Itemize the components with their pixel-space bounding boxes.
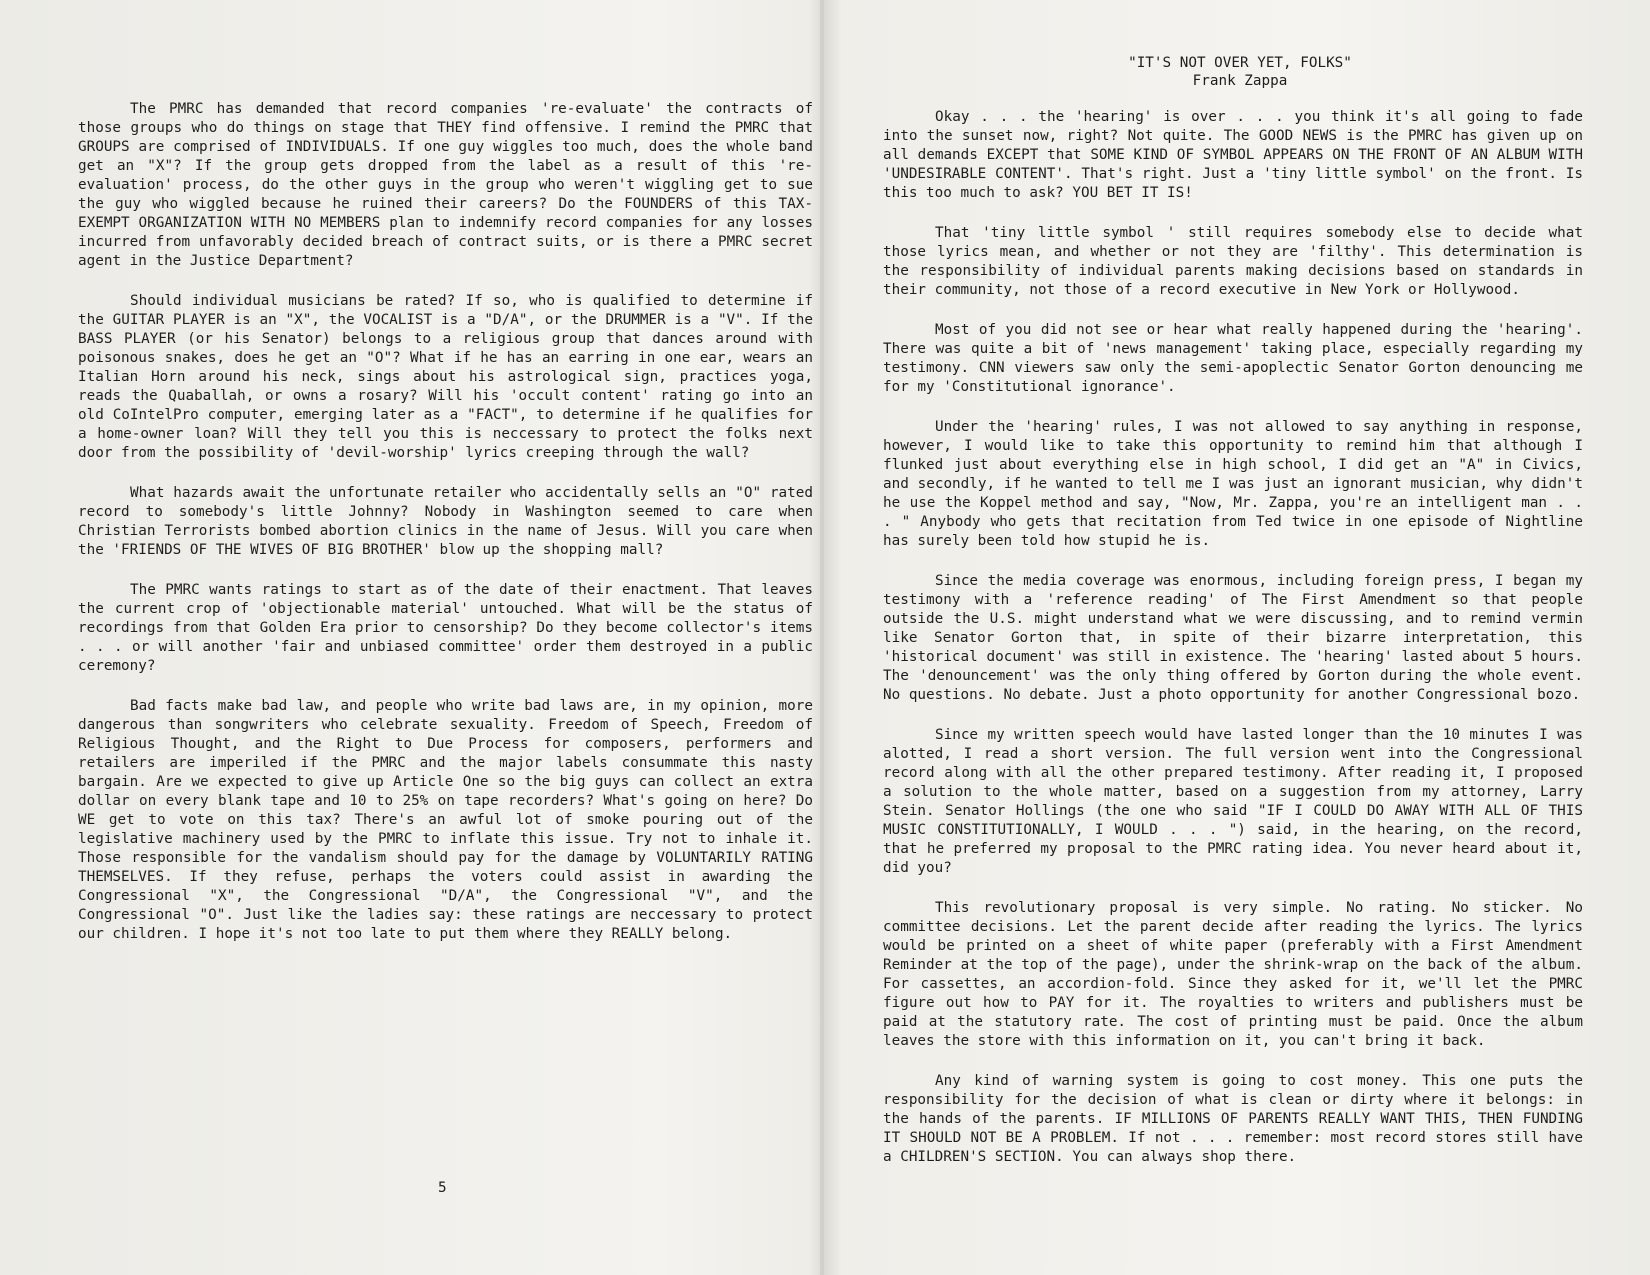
- left-paragraph-1: The PMRC has demanded that record companies 're-evaluate' the contracts of those groups who do things on stage that THEY find offensive. I remind the PMRC that GROUPS are comprised of INDIVIDUALS. If one guy wiggles too much, does the whole band get an "X"? If the group gets dropped from the label as a result of this 're-evaluation' process, do the other guys in the group who weren't wiggling get to sue the guy who wiggled because he ruined their careers? Do the FOUNDERS of this TAX-EXEMPT ORGANIZATION WITH NO MEMBERS plan to indemnify record companies for any losses incurred from unfavorably decided breach of contract suits, or is there a PMRC secret agent in the Justice Department?: [78, 101, 813, 269]
- right-paragraph-7: This revolutionary proposal is very simple. No rating. No sticker. No committee decisions. Let the parent decide after reading the lyrics. The lyrics would be printed on a sheet of white paper (preferably with a First Amendment Reminder at the top of the page), under the shrink-wrap on the back of the album. For cassettes, an accordion-fold. Since they asked for it, we'll let the PMRC figure out how to PAY for it. The royalties to writers and publishers must be paid at the statutory rate. The cost of printing must be paid. Once the album leaves the store with this information on it, you can't bring it back.: [883, 900, 1583, 1049]
- right-paragraph-4: Under the 'hearing' rules, I was not allowed to say anything in response, however, I would like to take this opportunity to remind him that although I flunked just about everything else in high school, I did get an "A" in Civics, and secondly, if he wanted to tell me I was just an ignorant musician, why didn't he use the Koppel method and say, "Now, Mr. Zappa, you're an intelligent man . . . " Anybody who gets that recitation from Ted twice in one episode of Nightline has surely been told how stupid he is.: [883, 419, 1583, 549]
- left-paragraph-5: Bad facts make bad law, and people who write bad laws are, in my opinion, more dangerous than songwriters who celebrate sexuality. Freedom of Speech, Freedom of Religious Thought, and the Right to Due Process for composers, performers and retailers are imperiled if the PMRC and the major labels consummate this nasty bargain. Are we expected to give up Article One so the big guys can collect an extra dollar on every blank tape and 10 to 25% on tape recorders? What's going on here? Do WE get to vote on this tax? There's an awful lot of smoke pouring out of the legislative machinery used by the PMRC to inflate this issue. Try not to inhale it. Those responsible for the vandalism should pay for the damage by VOLUNTARILY RATING THEMSELVES. If they refuse, perhaps the voters could assist in awarding the Congressional "X", the Congressional "D/A", the Congressional "V", and the Congressional "O". Just like the ladies say: these ratings are neccessary to protect our children. I hope it's not too late to put them where they REALLY belong.: [78, 698, 813, 942]
- left-paragraph-2: Should individual musicians be rated? If so, who is qualified to determine if the GUITAR PLAYER is an "X", the VOCALIST is a "D/A", or the DRUMMER is a "V". If the BASS PLAYER (or his Senator) belongs to a religious group that dances around with poisonous snakes, does he get an "O"? What if he has an earring in one ear, wears an Italian Horn around his neck, sings about his astrological sign, practices yoga, reads the Quaballah, or owns a rosary? Will his 'occult content' rating go into an old CoIntelPro computer, emerging later as a "FACT", to determine if he qualifies for a home-owner loan? Will they tell you this is neccessary to protect the folks next door from the possibility of 'devil-worship' lyrics creeping through the wall?: [78, 293, 813, 461]
- right-paragraph-2: That 'tiny little symbol ' still requires somebody else to decide what those lyrics mean, and whether or not they are 'filthy'. This determination is the responsibility of individual parents making decisions based on standards in their community, not those of a record executive in New York or Hollywood.: [883, 225, 1583, 298]
- left-paragraph-3: What hazards await the unfortunate retailer who accidentally sells an "O" rated record to somebody's little Johnny? Nobody in Washington seemed to care when Christian Terrorists bombed abortion clinics in the name of Jesus. Will you care when the 'FRIENDS OF THE WIVES OF BIG BROTHER' blow up the shopping mall?: [78, 485, 813, 558]
- article-heading: [1090, 54, 1390, 90]
- article-title: "IT'S NOT OVER YET, FOLKS": [1128, 55, 1352, 71]
- left-paragraph-4: The PMRC wants ratings to start as of the date of their enactment. That leaves the current crop of 'objectionable material' untouched. What will be the status of recordings from that Golden Era prior to censorship? Do they become collector's items . . . or will another 'fair and unbiased committee' order them destroyed in a public ceremony?: [78, 582, 813, 674]
- page-number: 5: [438, 1180, 447, 1196]
- left-page-column: [78, 100, 813, 965]
- right-paragraph-8: Any kind of warning system is going to cost money. This one puts the responsibility for the decision of what is clean or dirty where it belongs: in the hands of the parents. IF MILLIONS OF PARENTS REALLY WANT THIS, THEN FUNDING IT SHOULD NOT BE A PROBLEM. If not . . . remember: most record stores still have a CHILDREN'S SECTION. You can always shop there.: [883, 1073, 1583, 1165]
- right-paragraph-3: Most of you did not see or hear what really happened during the 'hearing'. There was quite a bit of 'news management' taking place, especially regarding my testimony. CNN viewers saw only the semi-apoplectic Senator Gorton denouncing me for my 'Constitutional ignorance'.: [883, 322, 1583, 395]
- right-paragraph-5: Since the media coverage was enormous, including foreign press, I began my testimony with a 'reference reading' of The First Amendment so that people outside the U.S. might understand what we were discussing, and to remind vermin like Senator Gorton that, in spite of their bizarre interpretation, this 'historical document' was still in existence. The 'hearing' lasted about 5 hours. The 'denouncement' was the only thing offered by Gorton during the whole event. No questions. No debate. Just a photo opportunity for another Congressional bozo.: [883, 573, 1583, 703]
- right-paragraph-1: Okay . . . the 'hearing' is over . . . you think it's all going to fade into the sunset now, right? Not quite. The GOOD NEWS is the PMRC has given up on all demands EXCEPT that SOME KIND OF SYMBOL APPEARS ON THE FRONT OF AN ALBUM WITH 'UNDESIRABLE CONTENT'. That's right. Just a 'tiny little symbol' on the front. Is this too much to ask? YOU BET IT IS!: [883, 109, 1583, 201]
- right-page-column: [883, 108, 1583, 1188]
- page-fold: [820, 0, 824, 1275]
- article-author: Frank Zappa: [1192, 73, 1288, 89]
- right-paragraph-6: Since my written speech would have lasted longer than the 10 minutes I was alotted, I read a short version. The full version went into the Congressional record along with all the other prepared testimony. After reading it, I proposed a solution to the whole matter, based on a suggestion from my attorney, Larry Stein. Senator Hollings (the one who said "IF I COULD DO AWAY WITH ALL OF THIS MUSIC CONSTITUTIONALLY, I WOULD . . . ") said, in the hearing, on the record, that he preferred my proposal to the PMRC rating idea. You never heard about it, did you?: [883, 727, 1583, 876]
